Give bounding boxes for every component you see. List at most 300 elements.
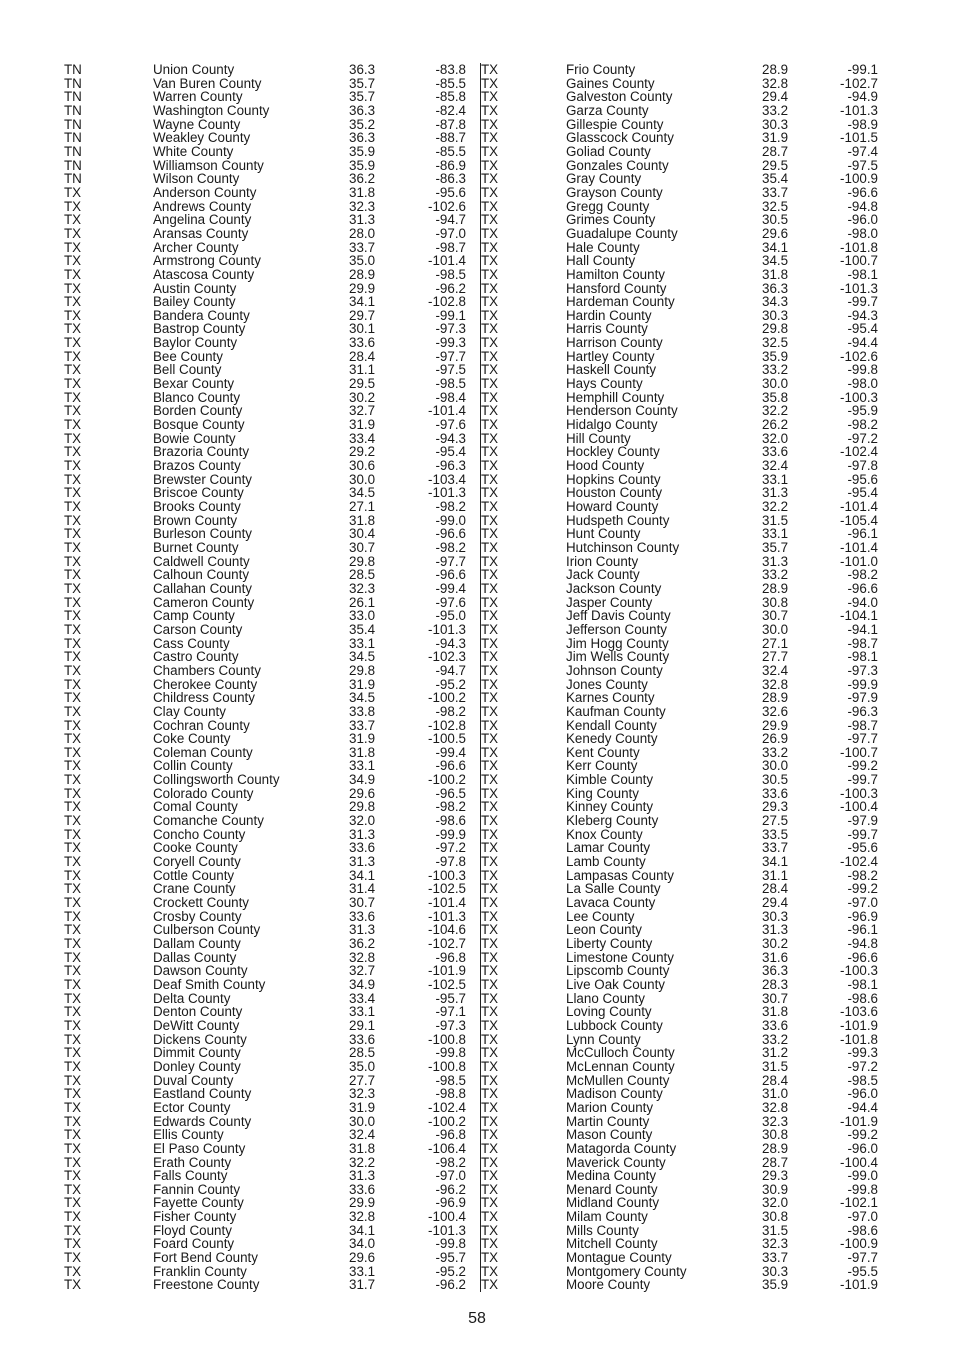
county-name: Gaines County	[566, 75, 655, 91]
latitude-value: 34.1	[349, 1222, 376, 1238]
state-code: TX	[481, 335, 499, 351]
longitude-value: -102.3	[428, 649, 466, 665]
latitude-value: 33.0	[349, 608, 376, 624]
latitude-value: 36.2	[349, 171, 376, 187]
longitude-value: -100.4	[428, 1209, 466, 1225]
county-name: Kaufman County	[566, 703, 666, 719]
table-row	[481, 596, 881, 610]
longitude-value: -104.6	[428, 922, 466, 938]
state-code: TX	[481, 813, 499, 829]
latitude-value: 29.9	[349, 280, 376, 296]
longitude-value: -99.8	[847, 1181, 878, 1197]
state-code: TX	[481, 266, 499, 282]
table-row	[481, 937, 881, 951]
table-row	[481, 336, 881, 350]
longitude-value: -100.3	[840, 389, 878, 405]
state-code: TX	[481, 854, 499, 870]
longitude-value: -99.1	[435, 307, 466, 323]
state-code: TX	[481, 840, 499, 856]
table-row	[62, 200, 476, 214]
table-row	[62, 77, 476, 91]
county-name: Armstrong County	[153, 253, 261, 269]
latitude-value: 32.7	[349, 963, 376, 979]
county-name: Irion County	[566, 553, 639, 569]
latitude-value: 30.8	[762, 1127, 789, 1143]
longitude-value: -99.2	[847, 881, 878, 897]
latitude-value: 28.9	[762, 62, 789, 77]
state-code: TX	[64, 198, 82, 214]
longitude-value: -98.4	[435, 389, 466, 405]
longitude-value: -97.2	[847, 430, 878, 446]
longitude-value: -101.4	[840, 539, 878, 555]
state-code: TX	[64, 1222, 82, 1238]
table-row	[62, 582, 476, 596]
county-name: Live Oak County	[566, 976, 665, 992]
state-code: TX	[64, 1236, 82, 1252]
longitude-value: -95.2	[435, 676, 466, 692]
county-name: Lampasas County	[566, 867, 674, 883]
state-code: TX	[64, 1086, 82, 1102]
county-name: Kleberg County	[566, 813, 659, 829]
table-row	[62, 1046, 476, 1060]
latitude-value: 31.2	[762, 1045, 789, 1061]
longitude-value: -99.0	[435, 512, 466, 528]
longitude-value: -100.3	[840, 963, 878, 979]
county-name: Cherokee County	[153, 676, 258, 692]
county-name: Gillespie County	[566, 116, 664, 132]
state-code: TX	[481, 1099, 499, 1115]
table-row	[62, 282, 476, 296]
table-row	[481, 90, 881, 104]
county-name: Cooke County	[153, 840, 238, 856]
table-row	[481, 896, 881, 910]
state-code: TX	[64, 703, 82, 719]
state-code: TX	[481, 376, 499, 392]
county-name: Hartley County	[566, 348, 655, 364]
latitude-value: 33.6	[349, 335, 376, 351]
state-code: TX	[481, 881, 499, 897]
longitude-value: -82.4	[435, 102, 466, 118]
county-name: Bandera County	[153, 307, 250, 323]
county-name: Knox County	[566, 826, 643, 842]
county-name: Lee County	[566, 908, 635, 924]
table-row	[62, 1087, 476, 1101]
state-code: TX	[64, 1209, 82, 1225]
latitude-value: 28.9	[762, 1140, 789, 1156]
longitude-value: -99.4	[435, 744, 466, 760]
latitude-value: 33.4	[349, 430, 376, 446]
longitude-value: -97.5	[435, 362, 466, 378]
county-name: Hansford County	[566, 280, 667, 296]
state-code: TX	[64, 485, 82, 501]
county-name: Jim Hogg County	[566, 635, 669, 651]
county-name: McCulloch County	[566, 1045, 675, 1061]
state-code: TX	[64, 867, 82, 883]
state-code: TN	[64, 116, 82, 132]
county-name: DeWitt County	[153, 1017, 240, 1033]
state-code: TX	[481, 553, 499, 569]
table-row	[62, 1278, 476, 1292]
state-code: TX	[481, 936, 499, 951]
latitude-value: 32.7	[349, 403, 376, 419]
table-row	[481, 691, 881, 705]
latitude-value: 31.3	[349, 854, 376, 870]
county-name: Hardeman County	[566, 294, 675, 310]
longitude-value: -98.2	[435, 799, 466, 815]
longitude-value: -101.3	[428, 621, 466, 637]
state-code: TX	[481, 1072, 499, 1088]
longitude-value: -96.1	[847, 526, 878, 542]
longitude-value: -99.4	[435, 580, 466, 596]
county-name: Coryell County	[153, 854, 241, 870]
latitude-value: 36.3	[762, 963, 789, 979]
state-code: TX	[64, 362, 82, 378]
table-row	[481, 172, 881, 186]
state-code: TX	[481, 1195, 499, 1211]
longitude-value: -94.3	[847, 307, 878, 323]
county-name: Crane County	[153, 881, 236, 897]
longitude-value: -97.5	[847, 157, 878, 173]
county-name: El Paso County	[153, 1140, 246, 1156]
latitude-value: 32.3	[762, 1113, 789, 1129]
longitude-value: -95.4	[847, 321, 878, 337]
state-code: TX	[481, 580, 499, 596]
county-name: Martin County	[566, 1113, 650, 1129]
latitude-value: 31.0	[762, 1086, 789, 1102]
longitude-value: -98.1	[847, 976, 878, 992]
table-row	[62, 1251, 476, 1265]
latitude-value: 34.5	[349, 485, 376, 501]
latitude-value: 30.7	[349, 895, 376, 911]
state-code: TN	[64, 75, 82, 91]
latitude-value: 31.3	[349, 1168, 376, 1184]
table-row	[481, 1278, 881, 1292]
latitude-value: 27.7	[349, 1072, 376, 1088]
table-row	[62, 650, 476, 664]
latitude-value: 29.5	[762, 157, 789, 173]
county-name: Grimes County	[566, 212, 656, 228]
county-name: Milam County	[566, 1209, 648, 1225]
state-code: TX	[481, 676, 499, 692]
table-row	[481, 705, 881, 719]
county-name: Archer County	[153, 239, 239, 255]
county-name: Lavaca County	[566, 895, 656, 911]
latitude-value: 29.4	[762, 895, 789, 911]
table-row	[481, 869, 881, 883]
table-row	[481, 63, 881, 77]
county-name: Hemphill County	[566, 389, 665, 405]
state-code: TX	[481, 239, 499, 255]
latitude-value: 30.0	[349, 471, 376, 487]
county-name: Castro County	[153, 649, 239, 665]
table-row	[481, 568, 881, 582]
table-row	[62, 418, 476, 432]
table-row	[481, 77, 881, 91]
longitude-value: -97.7	[435, 553, 466, 569]
latitude-value: 29.5	[349, 376, 376, 392]
table-row	[481, 992, 881, 1006]
state-code: TX	[64, 403, 82, 419]
longitude-value: -99.0	[847, 1168, 878, 1184]
longitude-value: -101.5	[840, 130, 878, 146]
table-row	[62, 664, 476, 678]
latitude-value: 33.1	[349, 758, 376, 774]
county-name: Kerr County	[566, 758, 638, 774]
latitude-value: 29.2	[349, 444, 376, 460]
latitude-value: 33.7	[349, 717, 376, 733]
county-name: Dallam County	[153, 936, 241, 951]
latitude-value: 33.7	[762, 1250, 789, 1266]
county-name: Austin County	[153, 280, 237, 296]
latitude-value: 28.4	[349, 348, 376, 364]
table-row	[62, 937, 476, 951]
table-row	[62, 295, 476, 309]
latitude-value: 30.2	[762, 936, 789, 951]
state-code: TX	[64, 212, 82, 228]
county-name: Henderson County	[566, 403, 678, 419]
table-row	[62, 719, 476, 733]
longitude-value: -97.9	[847, 690, 878, 706]
state-code: TX	[481, 362, 499, 378]
longitude-value: -95.5	[847, 1263, 878, 1279]
table-row	[481, 1169, 881, 1183]
state-code: TX	[481, 75, 499, 91]
table-row	[62, 1101, 476, 1115]
table-row	[481, 322, 881, 336]
latitude-value: 32.3	[762, 1236, 789, 1252]
county-name: Hood County	[566, 458, 645, 474]
longitude-value: -98.8	[435, 1086, 466, 1102]
longitude-value: -102.7	[428, 936, 466, 951]
county-name: Cass County	[153, 635, 230, 651]
state-code: TX	[481, 1017, 499, 1033]
latitude-value: 30.4	[349, 526, 376, 542]
table-row	[481, 719, 881, 733]
longitude-value: -94.4	[847, 1099, 878, 1115]
table-row	[62, 63, 476, 77]
latitude-value: 33.1	[349, 635, 376, 651]
longitude-value: -95.6	[847, 471, 878, 487]
latitude-value: 31.3	[762, 922, 789, 938]
table-row	[481, 268, 881, 282]
state-code: TX	[481, 1209, 499, 1225]
longitude-value: -101.8	[840, 239, 878, 255]
latitude-value: 36.3	[349, 130, 376, 146]
longitude-value: -98.5	[435, 1072, 466, 1088]
table-row	[62, 1224, 476, 1238]
county-name: Comal County	[153, 799, 238, 815]
table-row	[62, 964, 476, 978]
latitude-value: 33.6	[349, 1181, 376, 1197]
county-name: Gregg County	[566, 198, 650, 214]
longitude-value: -96.9	[847, 908, 878, 924]
state-code: TX	[481, 403, 499, 419]
table-row	[481, 828, 881, 842]
longitude-value: -101.4	[428, 895, 466, 911]
state-code: TX	[481, 922, 499, 938]
latitude-value: 35.7	[762, 539, 789, 555]
state-code: TX	[64, 608, 82, 624]
state-code: TX	[64, 731, 82, 747]
longitude-value: -99.9	[847, 676, 878, 692]
table-row	[481, 964, 881, 978]
county-name: Baylor County	[153, 335, 238, 351]
county-name: Ector County	[153, 1099, 231, 1115]
table-row	[62, 637, 476, 651]
table-row	[62, 746, 476, 760]
longitude-value: -99.7	[847, 826, 878, 842]
table-row	[481, 186, 881, 200]
longitude-value: -96.3	[847, 703, 878, 719]
table-row	[481, 213, 881, 227]
latitude-value: 31.8	[349, 1140, 376, 1156]
longitude-value: -95.2	[435, 1263, 466, 1279]
state-code: TX	[481, 1045, 499, 1061]
longitude-value: -99.3	[435, 335, 466, 351]
state-code: TX	[481, 253, 499, 269]
county-name: Brown County	[153, 512, 238, 528]
state-code: TX	[64, 376, 82, 392]
table-row	[62, 445, 476, 459]
latitude-value: 33.2	[762, 567, 789, 583]
state-code: TX	[64, 676, 82, 692]
table-row	[62, 596, 476, 610]
table-row	[481, 541, 881, 555]
county-name: Dawson County	[153, 963, 248, 979]
county-name: Matagorda County	[566, 1140, 677, 1156]
state-code: TX	[64, 662, 82, 678]
longitude-value: -100.7	[840, 253, 878, 269]
county-name: Callahan County	[153, 580, 253, 596]
state-code: TX	[64, 389, 82, 405]
state-code: TX	[64, 799, 82, 815]
latitude-value: 31.8	[762, 1004, 789, 1020]
latitude-value: 29.7	[349, 307, 376, 323]
state-code: TX	[481, 444, 499, 460]
latitude-value: 31.1	[349, 362, 376, 378]
latitude-value: 33.7	[762, 840, 789, 856]
longitude-value: -102.4	[840, 854, 878, 870]
county-name: Delta County	[153, 990, 231, 1006]
longitude-value: -98.0	[847, 376, 878, 392]
county-name: Hamilton County	[566, 266, 665, 282]
county-name: Culberson County	[153, 922, 261, 938]
table-row	[481, 377, 881, 391]
state-code: TX	[64, 239, 82, 255]
state-code: TX	[64, 1168, 82, 1184]
longitude-value: -101.3	[840, 102, 878, 118]
latitude-value: 35.9	[349, 143, 376, 159]
state-code: TX	[64, 1072, 82, 1088]
county-name: Bell County	[153, 362, 222, 378]
table-row	[62, 882, 476, 896]
latitude-value: 29.8	[349, 662, 376, 678]
county-name: Van Buren County	[153, 75, 262, 91]
latitude-value: 29.6	[349, 785, 376, 801]
state-code: TX	[481, 1168, 499, 1184]
longitude-value: -96.6	[847, 580, 878, 596]
table-row	[62, 322, 476, 336]
county-name: Hockley County	[566, 444, 660, 460]
county-name: Franklin County	[153, 1263, 247, 1279]
table-row	[62, 1210, 476, 1224]
latitude-value: 31.7	[349, 1277, 376, 1293]
county-name: Fort Bend County	[153, 1250, 258, 1266]
longitude-value: -101.9	[840, 1113, 878, 1129]
latitude-value: 32.5	[762, 335, 789, 351]
latitude-value: 31.3	[349, 922, 376, 938]
longitude-value: -99.9	[435, 826, 466, 842]
latitude-value: 31.3	[762, 485, 789, 501]
table-row	[62, 910, 476, 924]
longitude-value: -98.7	[847, 717, 878, 733]
latitude-value: 32.2	[762, 499, 789, 514]
county-name: Denton County	[153, 1004, 243, 1020]
latitude-value: 30.7	[762, 990, 789, 1006]
state-code: TX	[64, 621, 82, 637]
latitude-value: 32.3	[349, 580, 376, 596]
county-name: Glasscock County	[566, 130, 674, 146]
table-row	[481, 1251, 881, 1265]
latitude-value: 31.5	[762, 1222, 789, 1238]
county-name: Freestone County	[153, 1277, 260, 1293]
table-row	[481, 787, 881, 801]
table-row	[481, 486, 881, 500]
longitude-value: -97.0	[435, 1168, 466, 1184]
latitude-value: 33.1	[349, 1263, 376, 1279]
state-code: TX	[64, 895, 82, 911]
county-name: Gray County	[566, 171, 642, 187]
longitude-value: -95.9	[847, 403, 878, 419]
table-row	[62, 1115, 476, 1129]
table-row	[62, 555, 476, 569]
county-name: Brazos County	[153, 458, 241, 474]
longitude-value: -98.2	[847, 567, 878, 583]
table-row	[481, 1060, 881, 1074]
latitude-value: 31.8	[762, 266, 789, 282]
table-row	[62, 1237, 476, 1251]
state-code: TX	[481, 990, 499, 1006]
longitude-value: -94.1	[847, 621, 878, 637]
state-code: TX	[64, 1181, 82, 1197]
table-row	[62, 1033, 476, 1047]
county-name: Donley County	[153, 1058, 241, 1074]
state-code: TX	[481, 130, 499, 146]
latitude-value: 31.6	[762, 949, 789, 965]
latitude-value: 33.2	[762, 362, 789, 378]
state-code: TX	[64, 922, 82, 938]
latitude-value: 33.2	[762, 102, 789, 118]
longitude-value: -96.2	[435, 280, 466, 296]
state-code: TX	[481, 772, 499, 788]
table-row	[62, 432, 476, 446]
table-row	[62, 923, 476, 937]
longitude-value: -86.9	[435, 157, 466, 173]
latitude-value: 32.8	[762, 75, 789, 91]
latitude-value: 34.1	[349, 867, 376, 883]
latitude-value: 31.8	[349, 744, 376, 760]
state-code: TX	[481, 526, 499, 542]
table-row	[481, 227, 881, 241]
table-row	[481, 623, 881, 637]
longitude-value: -104.1	[840, 608, 878, 624]
table-row	[62, 732, 476, 746]
state-code: TX	[481, 1250, 499, 1266]
longitude-value: -94.7	[435, 662, 466, 678]
longitude-value: -100.2	[428, 772, 466, 788]
latitude-value: 32.4	[349, 1127, 376, 1143]
longitude-value: -98.6	[847, 1222, 878, 1238]
